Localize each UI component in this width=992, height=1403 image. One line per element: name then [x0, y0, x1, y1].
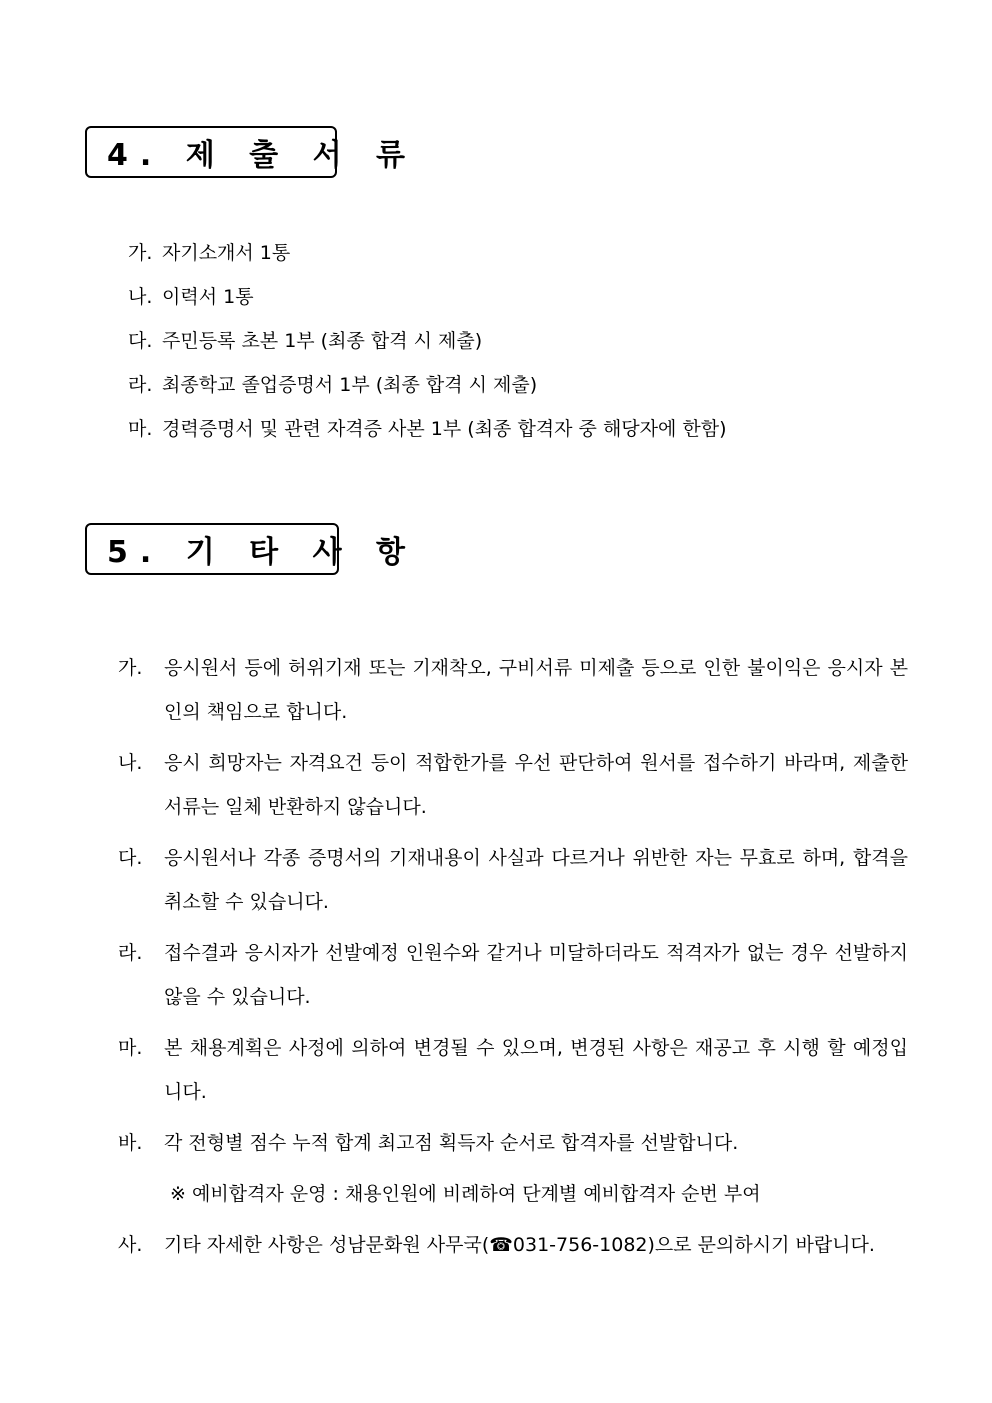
section-5-title: 5. 기 타 사 항 — [107, 535, 417, 570]
item-marker: 나. — [128, 286, 153, 308]
item-text: 이력서 1통 — [162, 286, 254, 308]
item-marker: 바. — [118, 1132, 143, 1154]
item-text: 응시원서 등에 허위기재 또는 기재착오, 구비서류 미제출 등으로 인한 불이익은 응시자 본인의 책임으로 합니다. — [164, 657, 908, 723]
list-item — [118, 1223, 908, 1267]
list-item — [118, 931, 908, 1019]
list-item — [128, 368, 727, 412]
required-documents-list — [128, 236, 727, 456]
list-item — [128, 412, 727, 456]
other-notes-list — [118, 646, 908, 1274]
item-marker: 나. — [118, 752, 143, 774]
item-marker: 사. — [118, 1234, 143, 1256]
list-item — [128, 280, 727, 324]
item-marker: 다. — [128, 330, 153, 352]
item-marker: 마. — [128, 418, 153, 440]
item-marker: 라. — [118, 942, 143, 964]
note-text: ※ 예비합격자 운영 : 채용인원에 비례하여 단계별 예비합격자 순번 부여 — [170, 1183, 761, 1205]
item-text: 접수결과 응시자가 선발예정 인원수와 같거나 미달하더라도 적격자가 없는 경우 선발하지 않을 수 있습니다. — [164, 942, 908, 1008]
item-marker: 다. — [118, 847, 143, 869]
item-text: 응시원서나 각종 증명서의 기재내용이 사실과 다르거나 위반한 자는 무효로 하며, 합격을 취소할 수 있습니다. — [164, 847, 908, 913]
item-marker: 가. — [128, 242, 153, 264]
item-text: 기타 자세한 사항은 성남문화원 사무국(☎031-756-1082)으로 문의하시기 바랍니다. — [164, 1234, 875, 1256]
item-text: 주민등록 초본 1부 (최종 합격 시 제출) — [162, 330, 483, 352]
list-item — [118, 646, 908, 734]
item-text: 경력증명서 및 관련 자격증 사본 1부 (최종 합격자 중 해당자에 한함) — [162, 418, 727, 440]
item-text: 각 전형별 점수 누적 합계 최고점 획득자 순서로 합격자를 선발합니다. — [164, 1132, 739, 1154]
item-text: 최종학교 졸업증명서 1부 (최종 합격 시 제출) — [162, 374, 538, 396]
list-item — [128, 324, 727, 368]
item-marker: 마. — [118, 1037, 143, 1059]
reserve-candidate-note — [118, 1172, 908, 1216]
list-item — [118, 1026, 908, 1114]
item-text: 본 채용계획은 사정에 의하여 변경될 수 있으며, 변경된 사항은 재공고 후 시행 할 예정입니다. — [164, 1037, 908, 1103]
list-item — [118, 1121, 908, 1165]
list-item — [118, 836, 908, 924]
item-marker: 라. — [128, 374, 153, 396]
section-4-heading — [85, 126, 417, 178]
list-item — [128, 236, 727, 280]
item-text: 자기소개서 1통 — [162, 242, 291, 264]
item-text: 응시 희망자는 자격요건 등이 적합한가를 우선 판단하여 원서를 접수하기 바라며, 제출한 서류는 일체 반환하지 않습니다. — [164, 752, 908, 818]
section-5-heading — [85, 523, 417, 575]
item-marker: 가. — [118, 657, 143, 679]
section-4-title: 4. 제 출 서 류 — [107, 138, 417, 173]
list-item — [118, 741, 908, 829]
